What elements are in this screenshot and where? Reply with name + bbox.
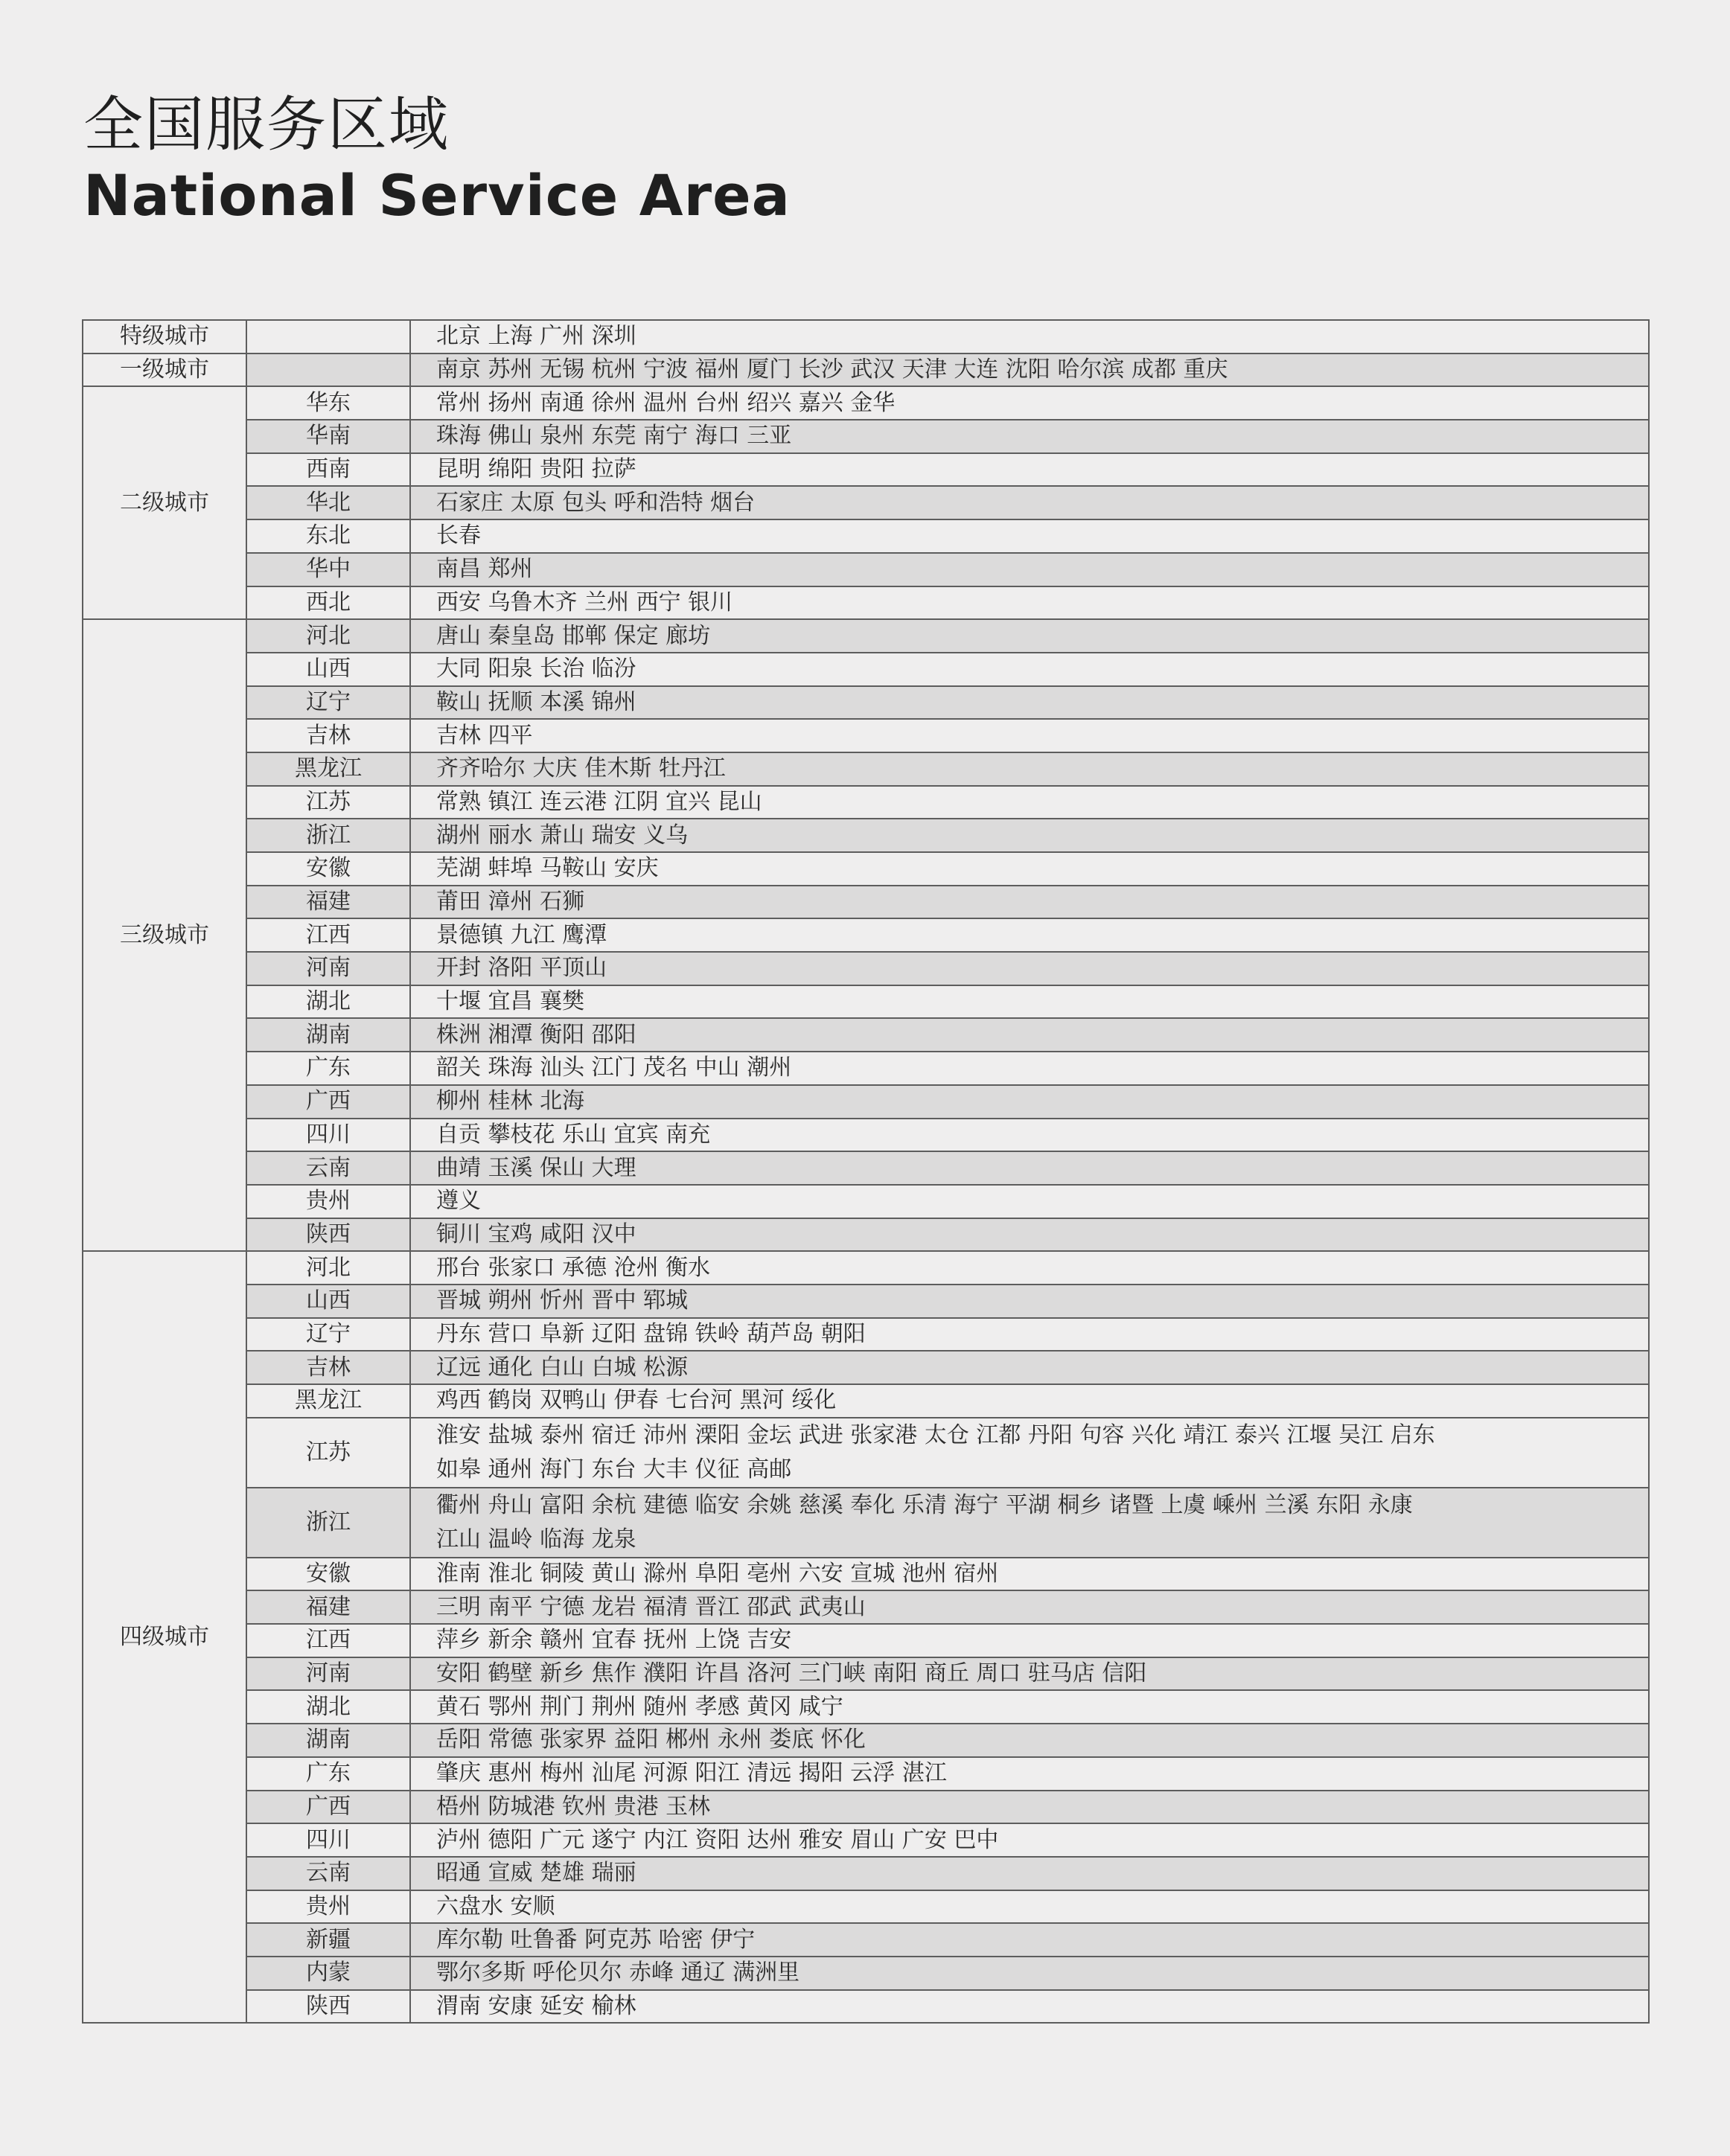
region-label: 湖南 bbox=[246, 1724, 410, 1757]
table-row bbox=[83, 1285, 1649, 1318]
city-list bbox=[410, 886, 1649, 919]
city-list bbox=[410, 1018, 1649, 1052]
region-label: 四川 bbox=[246, 1119, 410, 1152]
city-list bbox=[410, 786, 1649, 819]
table-row bbox=[83, 1085, 1649, 1119]
tier-label: 三级城市 bbox=[83, 619, 246, 1251]
tier-label: 四级城市 bbox=[83, 1251, 246, 2023]
city-list-line: 晋城 朔州 忻州 晋中 郓城 bbox=[436, 1287, 689, 1314]
city-list-line: 芜湖 蚌埠 马鞍山 安庆 bbox=[436, 855, 659, 882]
city-list-line: 岳阳 常德 张家界 益阳 郴州 永州 娄底 怀化 bbox=[436, 1727, 866, 1753]
city-list-line: 昭通 宣威 楚雄 瑞丽 bbox=[436, 1860, 636, 1887]
region-label: 广东 bbox=[246, 1757, 410, 1791]
table-row bbox=[83, 619, 1649, 653]
region-label: 湖北 bbox=[246, 1690, 410, 1724]
city-list-line: 曲靖 玉溪 保山 大理 bbox=[436, 1154, 636, 1181]
table-row bbox=[83, 918, 1649, 952]
city-list bbox=[410, 519, 1649, 553]
region-label: 西南 bbox=[246, 453, 410, 487]
city-list bbox=[410, 686, 1649, 720]
table-row bbox=[83, 1384, 1649, 1418]
region-label: 西北 bbox=[246, 586, 410, 620]
city-list bbox=[410, 1890, 1649, 1924]
city-list-line: 淮安 盐城 泰州 宿迁 沛州 溧阳 金坛 武进 张家港 太仓 江都 丹阳 句容 兴化 靖江 泰兴 江堰 吴江 启东 bbox=[436, 1421, 1435, 1448]
table-row bbox=[83, 1857, 1649, 1890]
city-list bbox=[410, 1418, 1649, 1488]
city-list-line: 肇庆 惠州 梅州 汕尾 河源 阳江 清远 揭阳 云浮 湛江 bbox=[436, 1760, 947, 1787]
city-list bbox=[410, 586, 1649, 620]
city-list-line: 南京 苏州 无锡 杭州 宁波 福州 厦门 长沙 武汉 天津 大连 沈阳 哈尔滨 成都 重庆 bbox=[436, 356, 1228, 383]
table-row bbox=[83, 1119, 1649, 1152]
city-list bbox=[410, 1085, 1649, 1119]
city-list bbox=[410, 1488, 1649, 1558]
table-row bbox=[83, 1690, 1649, 1724]
table-row bbox=[83, 1724, 1649, 1757]
table-row bbox=[83, 1218, 1649, 1252]
city-list bbox=[410, 1351, 1649, 1384]
city-list-line: 萍乡 新余 赣州 宜春 抚州 上饶 吉安 bbox=[436, 1627, 792, 1654]
region-label: 广西 bbox=[246, 1085, 410, 1119]
city-list-line: 齐齐哈尔 大庆 佳木斯 牡丹江 bbox=[436, 755, 726, 782]
region-label bbox=[246, 320, 410, 354]
region-label: 吉林 bbox=[246, 719, 410, 752]
city-list-line: 如皋 通州 海门 东台 大丰 仪征 高邮 bbox=[436, 1456, 792, 1482]
city-list-line: 常州 扬州 南通 徐州 温州 台州 绍兴 嘉兴 金华 bbox=[436, 389, 896, 416]
table-row bbox=[83, 1185, 1649, 1218]
table-row bbox=[83, 1018, 1649, 1052]
tier-label: 一级城市 bbox=[83, 354, 246, 387]
table-row bbox=[83, 486, 1649, 519]
service-area-table-body bbox=[83, 320, 1649, 2023]
city-list bbox=[410, 985, 1649, 1019]
city-list-line: 鸡西 鹤岗 双鸭山 伊春 七台河 黑河 绥化 bbox=[436, 1387, 837, 1414]
table-row bbox=[83, 1418, 1649, 1488]
table-row bbox=[83, 886, 1649, 919]
table-row bbox=[83, 1657, 1649, 1691]
region-label: 安徽 bbox=[246, 1558, 410, 1591]
table-row bbox=[83, 819, 1649, 852]
table-row bbox=[83, 1823, 1649, 1857]
city-list-line: 鄂尔多斯 呼伦贝尔 赤峰 通辽 满洲里 bbox=[436, 1960, 800, 1986]
table-row bbox=[83, 719, 1649, 752]
region-label: 陕西 bbox=[246, 1990, 410, 2024]
city-list-line: 邢台 张家口 承德 沧州 衡水 bbox=[436, 1254, 711, 1281]
table-row bbox=[83, 1590, 1649, 1624]
city-list-line: 渭南 安康 延安 榆林 bbox=[436, 1992, 636, 2019]
region-label: 江苏 bbox=[246, 786, 410, 819]
city-list-line: 株洲 湘潭 衡阳 邵阳 bbox=[436, 1021, 636, 1048]
table-row bbox=[83, 1923, 1649, 1957]
city-list-line: 石家庄 太原 包头 呼和浩特 烟台 bbox=[436, 489, 756, 516]
city-list bbox=[410, 354, 1649, 387]
city-list-line: 辽远 通化 白山 白城 松源 bbox=[436, 1354, 689, 1381]
city-list bbox=[410, 852, 1649, 886]
table-row bbox=[83, 786, 1649, 819]
table-row bbox=[83, 553, 1649, 586]
city-list bbox=[410, 1657, 1649, 1691]
region-label: 湖北 bbox=[246, 985, 410, 1019]
table-row bbox=[83, 1351, 1649, 1384]
city-list-line: 梧州 防城港 钦州 贵港 玉林 bbox=[436, 1793, 711, 1820]
city-list-line: 开封 洛阳 平顶山 bbox=[436, 955, 607, 982]
region-label: 云南 bbox=[246, 1857, 410, 1890]
city-list bbox=[410, 1185, 1649, 1218]
page-title-chinese: 全国服务区域 bbox=[83, 90, 450, 159]
page-title-english: National Service Area bbox=[83, 162, 791, 228]
region-label bbox=[246, 354, 410, 387]
city-list bbox=[410, 952, 1649, 985]
region-label: 广西 bbox=[246, 1791, 410, 1824]
table-row bbox=[83, 386, 1649, 420]
city-list bbox=[410, 1052, 1649, 1085]
table-row bbox=[83, 354, 1649, 387]
region-label: 贵州 bbox=[246, 1890, 410, 1924]
table-row bbox=[83, 1890, 1649, 1924]
table-row bbox=[83, 952, 1649, 985]
city-list bbox=[410, 1318, 1649, 1352]
city-list bbox=[410, 1624, 1649, 1657]
table-row bbox=[83, 752, 1649, 786]
table-row bbox=[83, 1151, 1649, 1185]
table-row bbox=[83, 1990, 1649, 2024]
city-list-line: 库尔勒 吐鲁番 阿克苏 哈密 伊宁 bbox=[436, 1926, 756, 1953]
region-label: 江苏 bbox=[246, 1418, 410, 1488]
table-row bbox=[83, 852, 1649, 886]
table-row bbox=[83, 519, 1649, 553]
city-list-line: 丹东 营口 阜新 辽阳 盘锦 铁岭 葫芦岛 朝阳 bbox=[436, 1320, 866, 1347]
table-row bbox=[83, 420, 1649, 453]
region-label: 广东 bbox=[246, 1052, 410, 1085]
city-list-line: 十堰 宜昌 襄樊 bbox=[436, 988, 585, 1015]
service-area-table bbox=[82, 319, 1650, 2024]
table-row bbox=[83, 1052, 1649, 1085]
city-list-line: 铜川 宝鸡 咸阳 汉中 bbox=[436, 1221, 636, 1247]
city-list-line: 北京 上海 广州 深圳 bbox=[436, 323, 636, 350]
city-list-line: 鞍山 抚顺 本溪 锦州 bbox=[436, 688, 636, 715]
region-label: 华北 bbox=[246, 486, 410, 519]
tier-label: 二级城市 bbox=[83, 386, 246, 619]
region-label: 华南 bbox=[246, 420, 410, 453]
city-list bbox=[410, 1384, 1649, 1418]
city-list bbox=[410, 1724, 1649, 1757]
city-list-line: 淮南 淮北 铜陵 黄山 滁州 阜阳 亳州 六安 宣城 池州 宿州 bbox=[436, 1561, 999, 1587]
city-list bbox=[410, 1218, 1649, 1252]
city-list-line: 六盘水 安顺 bbox=[436, 1893, 555, 1919]
table-row bbox=[83, 985, 1649, 1019]
table-row bbox=[83, 320, 1649, 354]
table-row bbox=[83, 1624, 1649, 1657]
table-row bbox=[83, 1957, 1649, 1990]
city-list bbox=[410, 653, 1649, 686]
region-label: 辽宁 bbox=[246, 686, 410, 720]
table-row bbox=[83, 1757, 1649, 1791]
region-label: 华中 bbox=[246, 553, 410, 586]
city-list bbox=[410, 1823, 1649, 1857]
region-label: 浙江 bbox=[246, 1488, 410, 1558]
city-list bbox=[410, 320, 1649, 354]
region-label: 河南 bbox=[246, 1657, 410, 1691]
city-list-line: 自贡 攀枝花 乐山 宜宾 南充 bbox=[436, 1121, 711, 1148]
region-label: 黑龙江 bbox=[246, 752, 410, 786]
region-label: 辽宁 bbox=[246, 1318, 410, 1352]
city-list bbox=[410, 719, 1649, 752]
table-row bbox=[83, 653, 1649, 686]
region-label: 山西 bbox=[246, 1285, 410, 1318]
region-label: 山西 bbox=[246, 653, 410, 686]
city-list-line: 莆田 漳州 石狮 bbox=[436, 889, 585, 915]
city-list bbox=[410, 486, 1649, 519]
city-list bbox=[410, 1757, 1649, 1791]
city-list bbox=[410, 420, 1649, 453]
city-list-line: 长春 bbox=[436, 522, 481, 549]
region-label: 浙江 bbox=[246, 819, 410, 852]
city-list bbox=[410, 1957, 1649, 1990]
city-list-line: 三明 南平 宁德 龙岩 福清 晋江 邵武 武夷山 bbox=[436, 1593, 866, 1620]
tier-label: 特级城市 bbox=[83, 320, 246, 354]
city-list bbox=[410, 1151, 1649, 1185]
region-label: 江西 bbox=[246, 1624, 410, 1657]
region-label: 河北 bbox=[246, 1251, 410, 1285]
city-list bbox=[410, 1119, 1649, 1152]
region-label: 湖南 bbox=[246, 1018, 410, 1052]
city-list-line: 黄石 鄂州 荆门 荆州 随州 孝感 黄冈 咸宁 bbox=[436, 1693, 843, 1720]
region-label: 吉林 bbox=[246, 1351, 410, 1384]
city-list-line: 昆明 绵阳 贵阳 拉萨 bbox=[436, 456, 636, 483]
region-label: 云南 bbox=[246, 1151, 410, 1185]
city-list bbox=[410, 1558, 1649, 1591]
region-label: 华东 bbox=[246, 386, 410, 420]
city-list bbox=[410, 1791, 1649, 1824]
city-list-line: 湖州 丽水 萧山 瑞安 义乌 bbox=[436, 822, 689, 848]
city-list-line: 安阳 鹤壁 新乡 焦作 濮阳 许昌 洛河 三门峡 南阳 商丘 周口 驻马店 信阳 bbox=[436, 1660, 1147, 1687]
region-label: 安徽 bbox=[246, 852, 410, 886]
region-label: 河北 bbox=[246, 619, 410, 653]
region-label: 新疆 bbox=[246, 1923, 410, 1957]
city-list bbox=[410, 1590, 1649, 1624]
city-list-line: 西安 乌鲁木齐 兰州 西宁 银川 bbox=[436, 589, 733, 615]
city-list bbox=[410, 619, 1649, 653]
city-list bbox=[410, 1690, 1649, 1724]
city-list bbox=[410, 1285, 1649, 1318]
table-row bbox=[83, 453, 1649, 487]
city-list-line: 南昌 郑州 bbox=[436, 556, 533, 583]
region-label: 福建 bbox=[246, 1590, 410, 1624]
region-label: 陕西 bbox=[246, 1218, 410, 1252]
region-label: 贵州 bbox=[246, 1185, 410, 1218]
table-row bbox=[83, 1251, 1649, 1285]
table-row bbox=[83, 586, 1649, 620]
city-list bbox=[410, 1923, 1649, 1957]
city-list-line: 珠海 佛山 泉州 东莞 南宁 海口 三亚 bbox=[436, 423, 792, 450]
table-row bbox=[83, 686, 1649, 720]
city-list-line: 唐山 秦皇岛 邯郸 保定 廊坊 bbox=[436, 622, 711, 649]
city-list-line: 吉林 四平 bbox=[436, 722, 533, 749]
region-label: 河南 bbox=[246, 952, 410, 985]
table-row bbox=[83, 1791, 1649, 1824]
region-label: 福建 bbox=[246, 886, 410, 919]
region-label: 四川 bbox=[246, 1823, 410, 1857]
city-list bbox=[410, 1857, 1649, 1890]
table-row bbox=[83, 1488, 1649, 1558]
region-label: 江西 bbox=[246, 918, 410, 952]
city-list bbox=[410, 819, 1649, 852]
city-list bbox=[410, 752, 1649, 786]
city-list-line: 景德镇 九江 鹰潭 bbox=[436, 921, 607, 948]
city-list-line: 韶关 珠海 汕头 江门 茂名 中山 潮州 bbox=[436, 1055, 792, 1081]
city-list-line: 泸州 德阳 广元 遂宁 内江 资阳 达州 雅安 眉山 广安 巴中 bbox=[436, 1826, 999, 1853]
city-list-line: 柳州 桂林 北海 bbox=[436, 1088, 585, 1115]
city-list bbox=[410, 386, 1649, 420]
city-list-line: 常熟 镇江 连云港 江阴 宜兴 昆山 bbox=[436, 788, 762, 815]
city-list bbox=[410, 553, 1649, 586]
city-list bbox=[410, 1251, 1649, 1285]
city-list-line: 江山 温岭 临海 龙泉 bbox=[436, 1526, 636, 1552]
city-list-line: 衢州 舟山 富阳 余杭 建德 临安 余姚 慈溪 奉化 乐清 海宁 平湖 桐乡 诸暨 上虞 嵊州 兰溪 东阳 永康 bbox=[436, 1491, 1413, 1518]
table-row bbox=[83, 1318, 1649, 1352]
region-label: 黑龙江 bbox=[246, 1384, 410, 1418]
table-row bbox=[83, 1558, 1649, 1591]
city-list-line: 遵义 bbox=[436, 1188, 481, 1215]
city-list bbox=[410, 453, 1649, 487]
city-list bbox=[410, 1990, 1649, 2024]
region-label: 内蒙 bbox=[246, 1957, 410, 1990]
city-list bbox=[410, 918, 1649, 952]
city-list-line: 大同 阳泉 长治 临汾 bbox=[436, 656, 636, 682]
region-label: 东北 bbox=[246, 519, 410, 553]
